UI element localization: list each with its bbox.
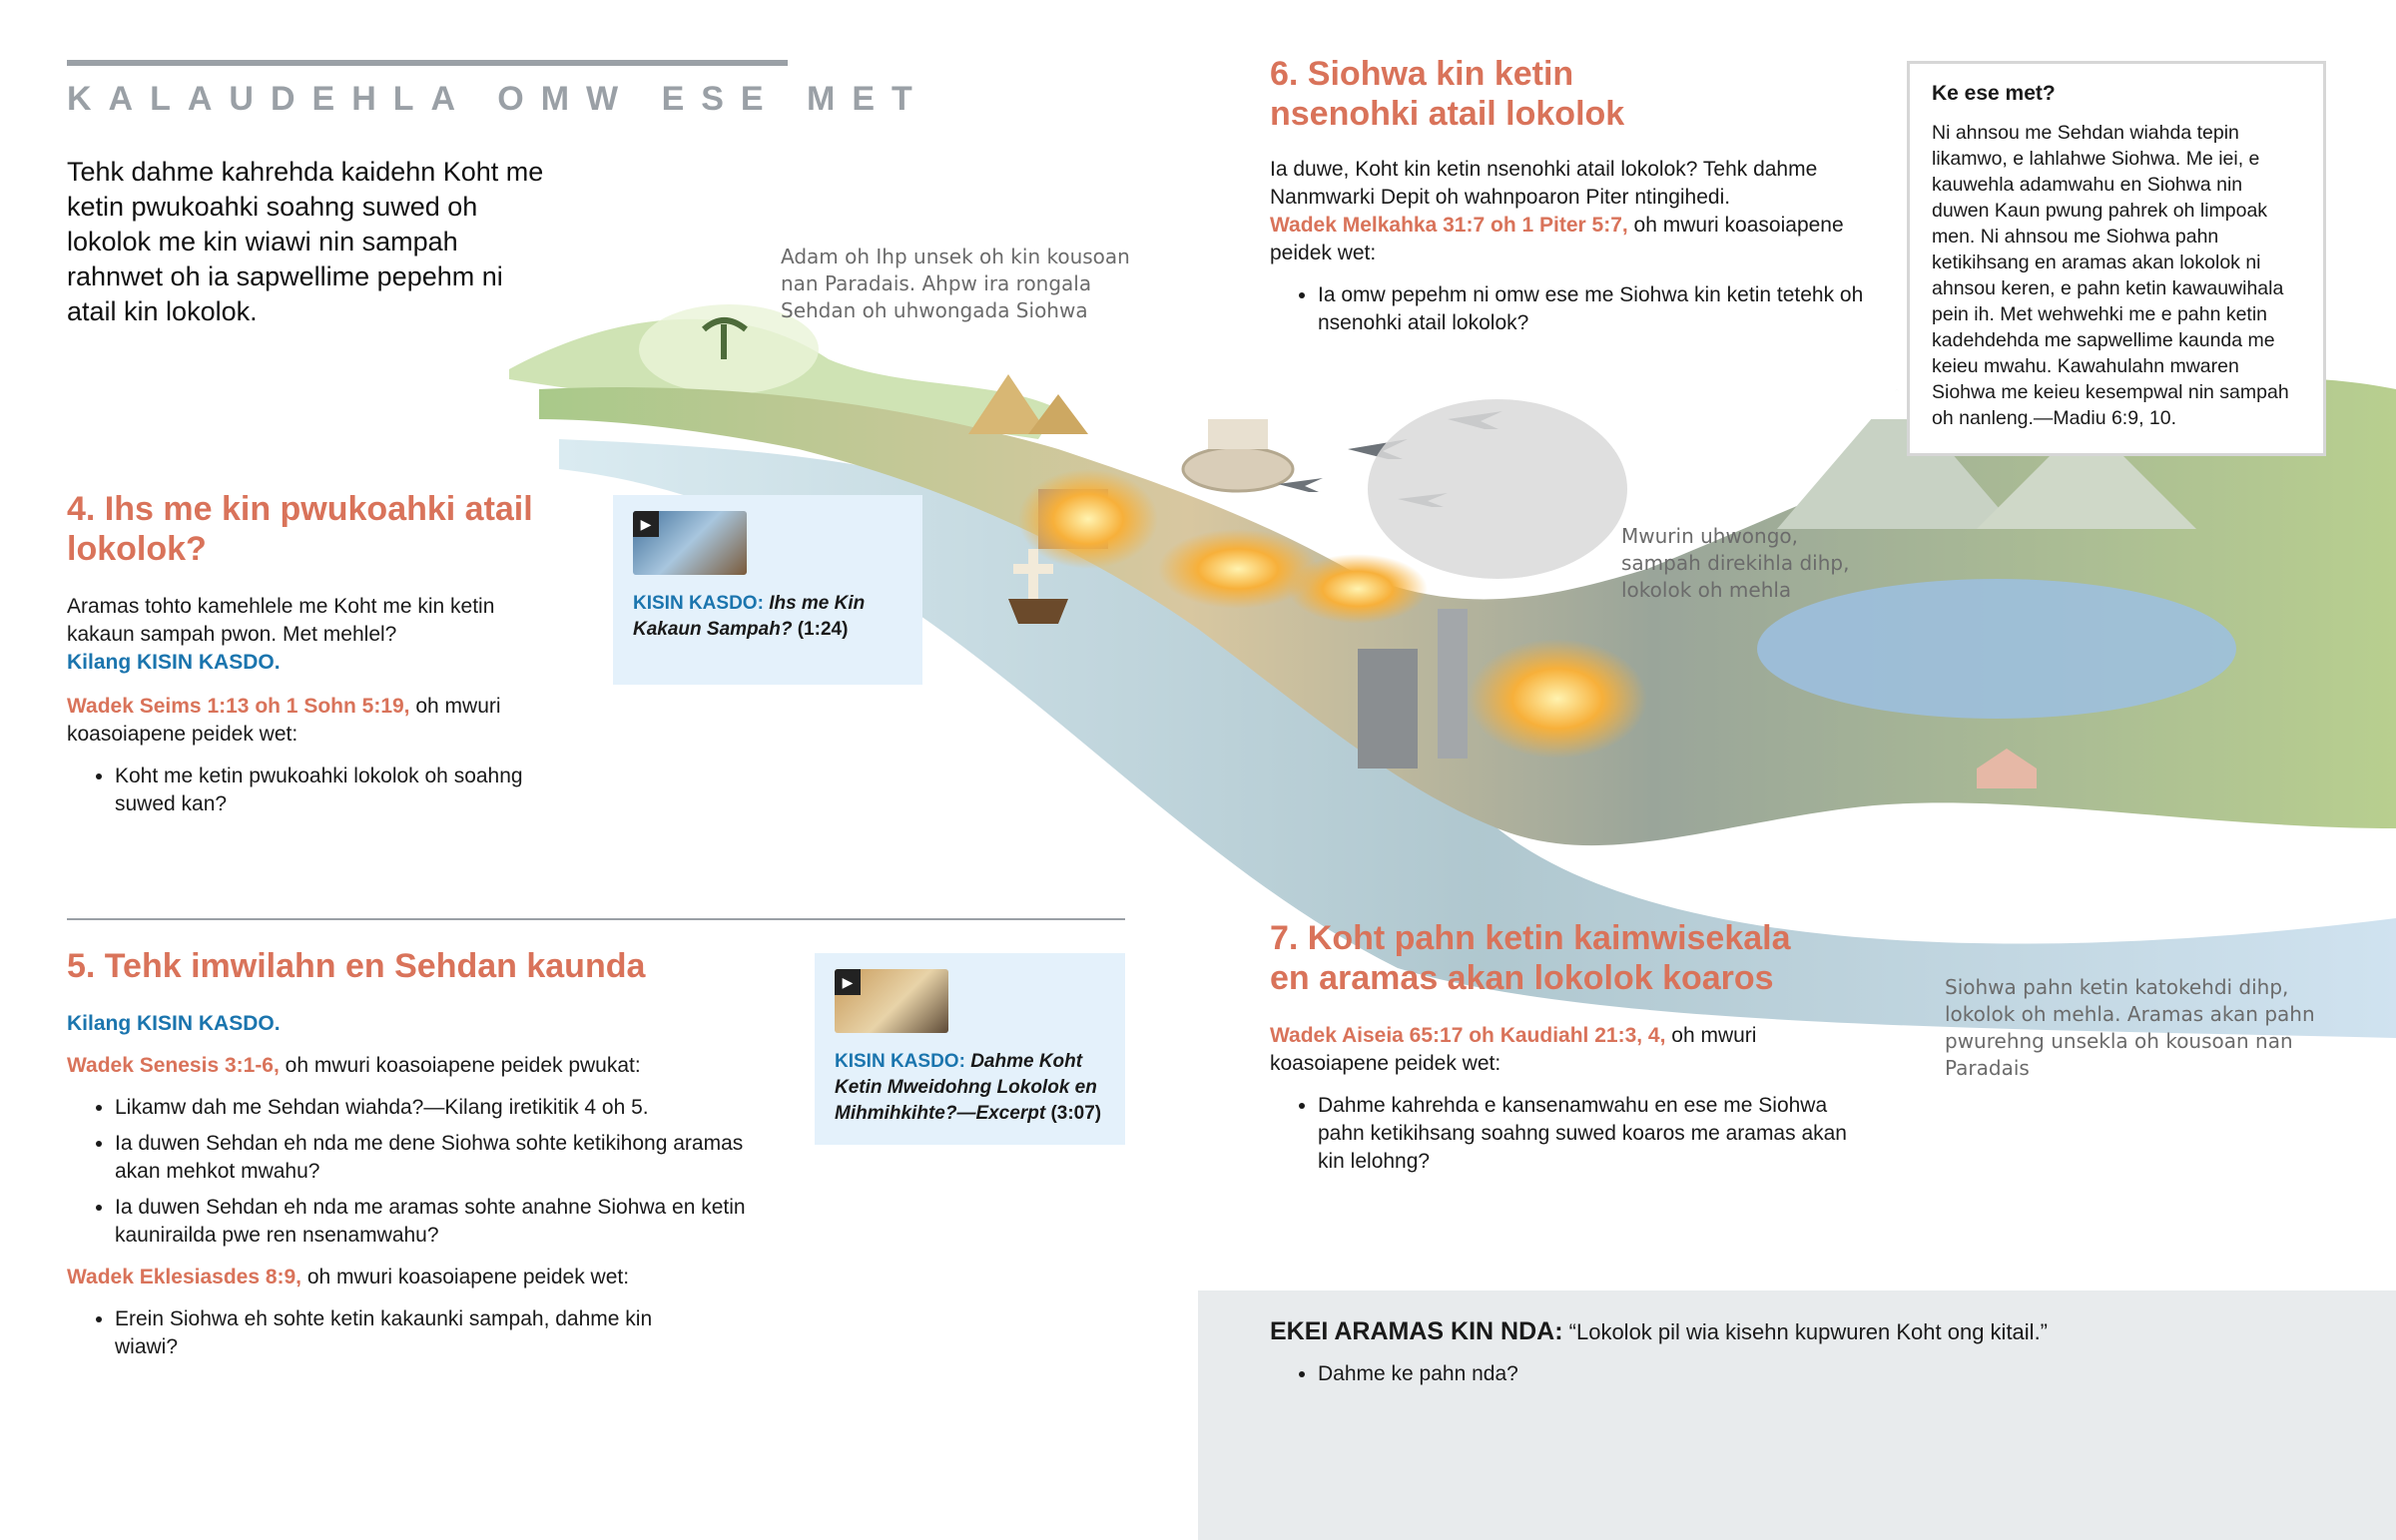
some-people-say-box xyxy=(1198,1290,2396,1540)
section-4-video-link[interactable]: Kilang KISIN KASDO. xyxy=(67,651,281,674)
question-item: • Likamw dah me Sehdan wiahda?—Kilang iretikitik 4 oh 5. xyxy=(115,1094,746,1122)
section-7 xyxy=(1270,918,1869,1184)
scripture-ref[interactable]: Wadek Melkahka 31:7 oh 1 Piter 5:7, xyxy=(1270,214,1628,237)
play-icon[interactable]: ▶ xyxy=(835,969,861,995)
header-rule xyxy=(67,60,788,66)
video-caption: KISIN KASDO: Dahme Koht Ketin Mweidohng Lokolok en Mihmihkihte?—Excerpt (3:07) xyxy=(835,1051,1102,1124)
section-4-heading: 4. Ihs me kin pwukoahki atail lokolok? xyxy=(67,490,533,568)
question-item: • Erein Siohwa eh sohte ketin kakaunki sampah, dahme kin wiawi? xyxy=(115,1305,674,1361)
section-7-heading: 7. Koht pahn ketin kaimwisekala en aramas akan lokolok koaros xyxy=(1270,919,1791,997)
section-5-questions-2 xyxy=(67,1305,674,1361)
section-6-read: Wadek Melkahka 31:7 oh 1 Piter 5:7, oh mwuri koasoiapene peidek wet: xyxy=(1270,214,1844,264)
section-6-questions xyxy=(1270,281,1869,337)
video-thumbnail[interactable] xyxy=(633,511,747,575)
section-7-questions xyxy=(1270,1092,1857,1176)
caption-restored: Siohwa pahn ketin katokehdi dihp, lokolok oh mehla. Aramas akan pahn pwurehng unsekla oh kousoan nan Paradais xyxy=(1945,975,2315,1080)
did-you-know-box xyxy=(1907,61,2326,456)
section-5-read-2: Wadek Eklesiasdes 8:9, oh mwuri koasoiapene peidek wet: xyxy=(67,1266,630,1288)
scripture-ref[interactable]: Wadek Senesis 3:1-6, xyxy=(67,1054,280,1077)
question-item: • Koht me ketin pwukoahki lokolok oh soahng suwed kan? xyxy=(115,763,546,818)
caption-paradise: Adam oh Ihp unsek oh kin kousoan nan Paradais. Ahpw ira rongala Sehdan oh uhwongada Siohwa xyxy=(781,245,1130,322)
question-item: • Dahme kahrehda e kansenamwahu en ese me Siohwa pahn ketikihsang soahng suwed koaros me aramas akan kin lelohng? xyxy=(1318,1092,1857,1176)
scripture-ref[interactable]: Wadek Seims 1:13 oh 1 Sohn 5:19, xyxy=(67,695,410,718)
section-7-read: Wadek Aiseia 65:17 oh Kaudiahl 21:3, 4, oh mwuri koasoiapene peidek wet: xyxy=(1270,1024,1757,1075)
section-4-video-card[interactable] xyxy=(613,495,922,685)
did-you-know-text: Ni ahnsou me Sehdan wiahda tepin likamwo, e lahlahwe Siohwa. Me iei, e kauwehla adamwahu en Siohwa nin duwen Kaun pwung pahrek oh limpoak men. Ni ahnsou me Siohwa pahn ketikihsang en aramas akan lokolok ni ahnsou keren, e pahn ketin kawauwihala pein ih. Met wehwehki me e pahn ketin kadehdehda me sapwellime kaunda me keieu mwahu. Kawahulahn mwaren Siohwa me keieu kesempwal nin sampah oh nanleng.—Madiu 6:9, 10. xyxy=(1932,122,2289,429)
scripture-ref[interactable]: Wadek Aiseia 65:17 oh Kaudiahl 21:3, 4, xyxy=(1270,1024,1666,1047)
section-6 xyxy=(1270,54,1869,345)
section-kicker: KALAUDEHLA OMW ESE MET xyxy=(67,80,929,118)
section-4 xyxy=(67,489,546,826)
section-5-video-card[interactable] xyxy=(815,953,1125,1145)
section-6-text: Ia duwe, Koht kin ketin nsenohki atail lokolok? Tehk dahme Nanmwarki Depit oh wahnpoaron Piter ntingihedi. xyxy=(1270,158,1818,209)
play-icon[interactable]: ▶ xyxy=(633,511,659,537)
did-you-know-title: Ke ese met? xyxy=(1932,82,2056,105)
section-4-questions xyxy=(67,763,546,818)
some-people-say-line: EKEI ARAMAS KIN NDA: “Lokolok pil wia kisehn kupwuren Koht ong kitail.” xyxy=(1270,1317,2049,1345)
section-5-questions-1 xyxy=(67,1094,746,1250)
section-4-text: Aramas tohto kamehlele me Koht me kin ketin kakaun sampah pwon. Met mehlel? xyxy=(67,595,495,646)
section-5-heading: 5. Tehk imwilahn en Sehdan kaunda xyxy=(67,947,646,985)
video-thumbnail[interactable] xyxy=(835,969,948,1033)
section-5-video-link[interactable]: Kilang KISIN KASDO. xyxy=(67,1012,281,1035)
question-item: • Ia duwen Sehdan eh nda me dene Siohwa sohte ketikihong aramas akan mehkot mwahu? xyxy=(115,1130,746,1186)
video-caption: KISIN KASDO: Ihs me Kin Kakaun Sampah? (1:24) xyxy=(633,593,866,640)
section-5 xyxy=(67,946,746,1369)
question-item: • Ia omw pepehm ni omw ese me Siohwa kin ketin tetehk oh nsenohki atail lokolok? xyxy=(1318,281,1869,337)
section-4-read: Wadek Seims 1:13 oh 1 Sohn 5:19, oh mwuri koasoiapene peidek wet: xyxy=(67,695,501,746)
scripture-ref[interactable]: Wadek Eklesiasdes 8:9, xyxy=(67,1266,302,1288)
section-6-heading: 6. Siohwa kin ketin nsenohki atail lokolok xyxy=(1270,55,1625,133)
caption-disobedience: Mwurin uhwongo, sampah direkihla dihp, lokolok oh mehla xyxy=(1621,524,1850,602)
intro-text: Tehk dahme kahrehda kaidehn Koht me ketin pwukoahki soahng suwed oh lokolok me kin wiawi nin sampah rahnwet oh ia sapwellime pepehm ni atail kin lokolok. xyxy=(67,157,544,326)
question-item: • Ia duwen Sehdan eh nda me aramas sohte anahne Siohwa en ketin kaunirailda pwe ren nsenamwahu? xyxy=(115,1194,746,1250)
question-item: • Dahme ke pahn nda? xyxy=(1318,1360,1518,1388)
some-people-say-questions xyxy=(1270,1360,1518,1396)
section-5-read-1: Wadek Senesis 3:1-6, oh mwuri koasoiapene peidek pwukat: xyxy=(67,1054,641,1077)
section-5-rule xyxy=(67,918,1125,920)
